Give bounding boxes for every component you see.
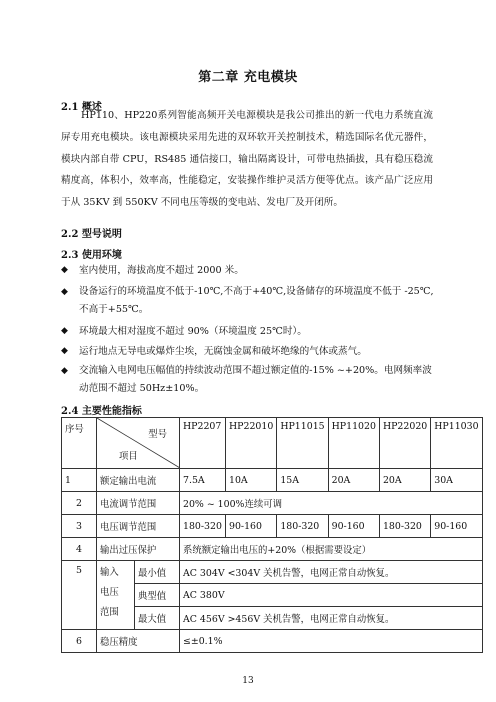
- section-2-1-paragraph: [61, 105, 433, 214]
- table-cell: AC 456V >456V 关机告警，电网正常自动恢复。: [180, 607, 483, 630]
- model-header: HP22020: [379, 418, 430, 469]
- row-item: 额定输出电流: [97, 469, 180, 492]
- bullet-item: ◆ 设备运行的环境温度不低于-10℃,不高于+40℃,设备储存的环境温度不低于 -25℃,不高于+55℃。: [61, 283, 441, 319]
- bullet-item: ◆ 室内使用，海拔高度不超过 2000 米。: [61, 262, 441, 279]
- sub-item: 典型值: [135, 584, 180, 607]
- model-header: HP11020: [328, 418, 379, 469]
- table-cell: AC 304V <304V 关机告警，电网正常自动恢复。: [180, 561, 483, 584]
- row-number: 1: [62, 469, 97, 492]
- header-seq: 序号: [62, 418, 97, 469]
- table-cell: 180-320: [379, 515, 430, 538]
- table-row: [62, 492, 483, 515]
- diagonal-line: [97, 418, 180, 468]
- diamond-bullet-icon: ◆: [61, 346, 68, 356]
- table-cell: 180-320: [277, 515, 328, 538]
- row-number: 6: [62, 630, 97, 653]
- row-item: 输出过压保护: [97, 538, 180, 561]
- table-cell: 系统额定输出电压的+20%（根据需要设定）: [180, 538, 483, 561]
- section-2-2-heading: 2.2 型号说明: [61, 229, 122, 240]
- table-cell: 90-160: [431, 515, 482, 538]
- table-cell: 7.5A: [180, 469, 226, 492]
- section-2-3-heading: 2.3 使用环境: [61, 250, 122, 261]
- model-header: HP11030: [431, 418, 482, 469]
- header-item: 项目: [119, 451, 138, 462]
- page-number: 13: [242, 676, 254, 686]
- diamond-bullet-icon: ◆: [61, 326, 68, 336]
- sub-item: 最小值: [135, 561, 180, 584]
- model-header: HP11015: [277, 418, 328, 469]
- table-cell: 90-160: [226, 515, 277, 538]
- diamond-bullet-icon: ◆: [61, 366, 68, 376]
- table-cell: 10A: [226, 469, 277, 492]
- table-cell: 90-160: [328, 515, 379, 538]
- diamond-bullet-icon: ◆: [61, 265, 68, 275]
- row-number: 3: [62, 515, 97, 538]
- header-model: 型号: [148, 429, 167, 440]
- table-cell: 180-320: [180, 515, 226, 538]
- section-2-1-text: HP110、HP220系列智能高频开关电源模块是我公司推出的新一代电力系统直流屏专用充电模块。该电源模块采用先进的双环软开关控制技术，精选国际名优元器件，模块内部自带 CPU，RS485 通信接口，输出隔离设计，可带电热插拔，具有稳压稳流精度高，体积小，效率高，性能稳定，安装操作维护灵活方便等优点。该产品广泛应用于从 35KV 到 550KV 不同电压等级的变电站、发电厂及开闭所。: [61, 110, 433, 209]
- table-row: [62, 630, 483, 653]
- section-2-4-heading: 2.4 主要性能指标: [61, 406, 142, 417]
- sub-item: 最大值: [135, 607, 180, 630]
- table-cell: 20A: [379, 469, 430, 492]
- bullet-item: ◆ 环境最大相对湿度不超过 90%（环境温度 25℃时）。: [61, 323, 441, 340]
- chapter-title: 第二章 充电模块: [198, 70, 298, 85]
- table-cell: 30A: [431, 469, 482, 492]
- bullet-item: ◆ 运行地点无导电或爆炸尘埃，无腐蚀金属和破坏绝缘的气体或蒸气。: [61, 343, 441, 360]
- header-diagonal-cell: [97, 418, 180, 469]
- table-row: [62, 561, 483, 584]
- performance-table: [61, 417, 483, 653]
- table-cell: 20% ~ 100%连续可调: [180, 492, 483, 515]
- table-cell: AC 380V: [180, 584, 483, 607]
- row-item-multiline: 输入 电压 范围: [97, 561, 135, 630]
- table-row: [62, 515, 483, 538]
- table-cell: 20A: [328, 469, 379, 492]
- section-2-1-heading: 2.1 概述: [61, 102, 102, 113]
- row-number: 4: [62, 538, 97, 561]
- model-header: HP22010: [226, 418, 277, 469]
- table-row: [62, 469, 483, 492]
- table-cell: 15A: [277, 469, 328, 492]
- row-item: 稳压精度: [97, 630, 180, 653]
- diamond-bullet-icon: ◆: [61, 287, 68, 297]
- model-header: HP2207: [180, 418, 226, 469]
- bullet-item: ◆ 交流输入电网电压幅值的持续波动范围不超过额定值的-15% ~+20%。电网频率波动范围不超过 50Hz±10%。: [61, 362, 441, 398]
- row-item: 电压调节范围: [97, 515, 180, 538]
- table-cell: ≤±0.1%: [180, 630, 483, 653]
- table-row: [62, 538, 483, 561]
- row-number: 5: [62, 561, 97, 630]
- row-item: 电流调节范围: [97, 492, 180, 515]
- row-number: 2: [62, 492, 97, 515]
